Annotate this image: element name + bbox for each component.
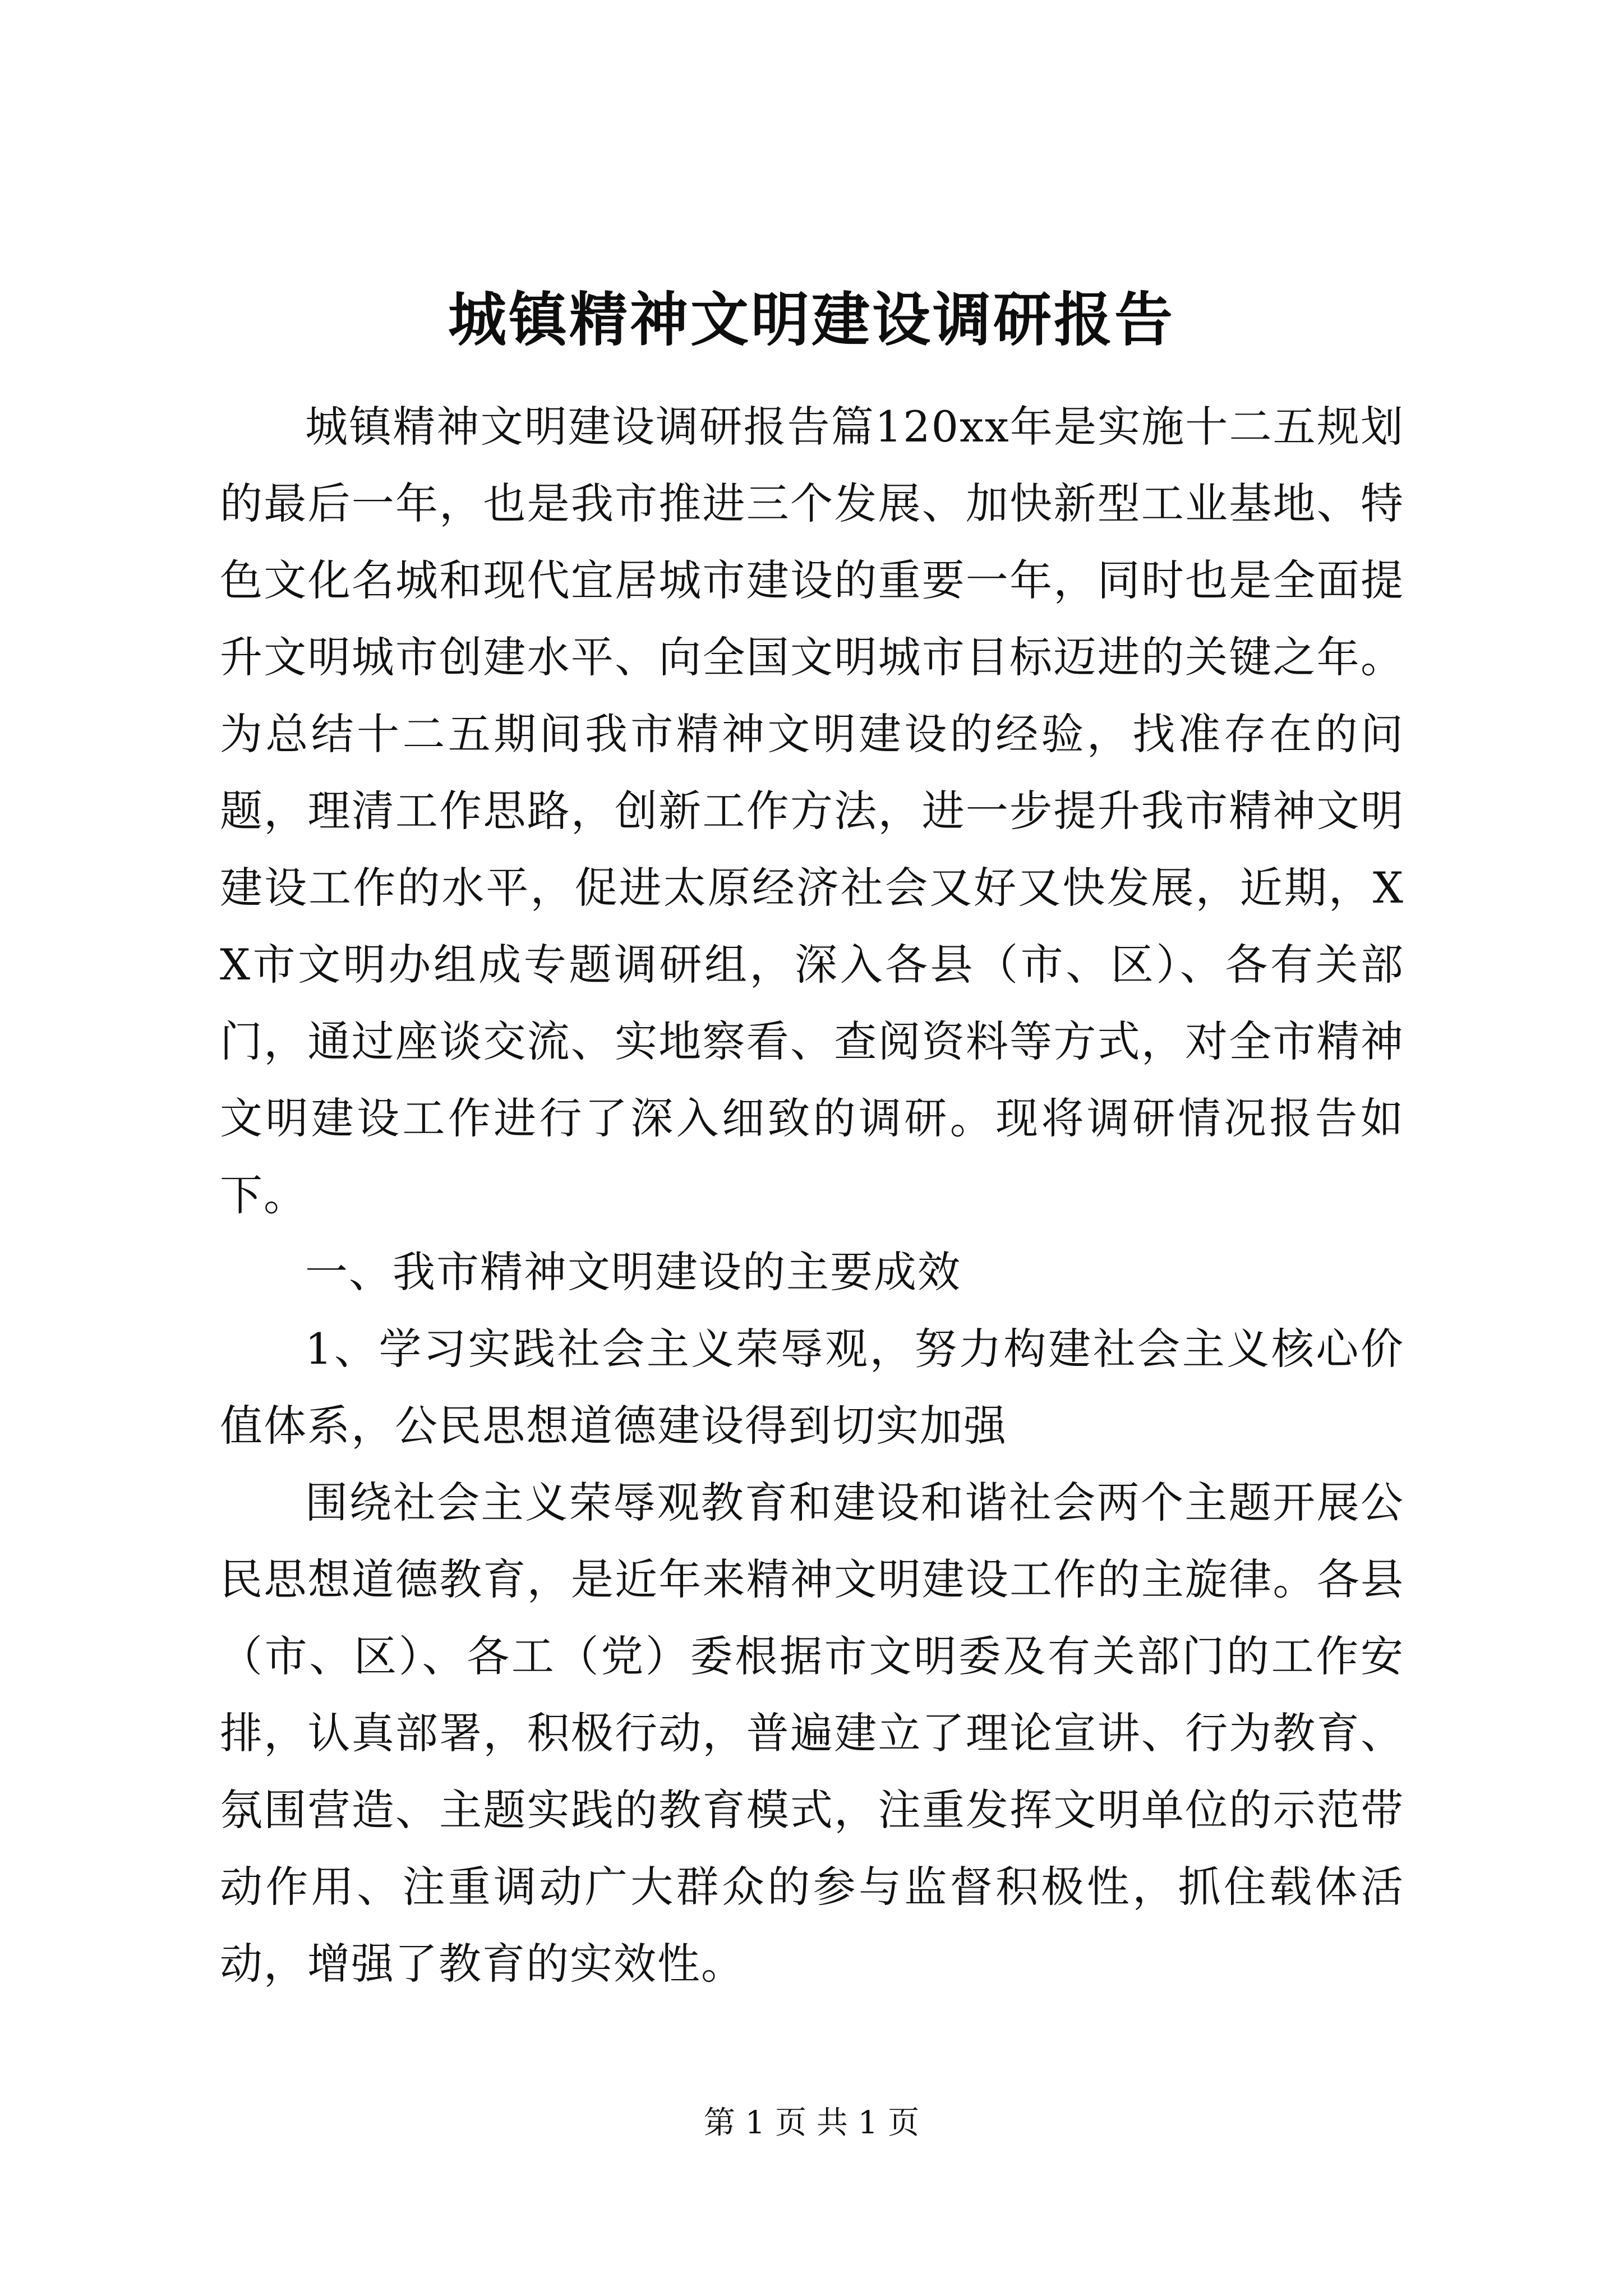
paragraph-intro: 城镇精神文明建设调研报告篇120xx年是实施十二五规划的最后一年，也是我市推进三个发展、加快新型工业基地、特色文化名城和现代宜居城市建设的重要一年，同时也是全面提升文明城市创建水平、向全国文明城市目标迈进的关键之年。为总结十二五期间我市精神文明建设的经验，找准存在的问题，理清工作思路，创新工作方法，进一步提升我市精神文明建设工作的水平，促进太原经济社会又好又快发展，近期，XX市文明办组成专题调研组，深入各县（市、区）、各有关部门，通过座谈交流、实地察看、查阅资料等方式，对全市精神文明建设工作进行了深入细致的调研。现将调研情况报告如下。 [220,402,1404,1220]
document-body [220,388,1404,2002]
paragraph-body: 围绕社会主义荣辱观教育和建设和谐社会两个主题开展公民思想道德教育，是近年来精神文明建设工作的主旋律。各县（市、区）、各工（党）委根据市文明委及有关部门的工作安排，认真部署，积极行动，普遍建立了理论宣讲、行为教育、氛围营造、主题实践的教育模式，注重发挥文明单位的示范带动作用、注重调动广大群众的参与监督积极性，抓住载体活动，增强了教育的实效性。 [220,1478,1404,1989]
page-footer: 第 1 页 共 1 页 [703,2105,920,2141]
document-title: 城镇精神文明建设调研报告 [448,285,1175,354]
section-heading: 一、我市精神文明建设的主要成效 [305,1247,961,1297]
subsection-heading: 1、学习实践社会主义荣辱观，努力构建社会主义核心价值体系，公民思想道德建设得到切实加强 [220,1324,1404,1451]
